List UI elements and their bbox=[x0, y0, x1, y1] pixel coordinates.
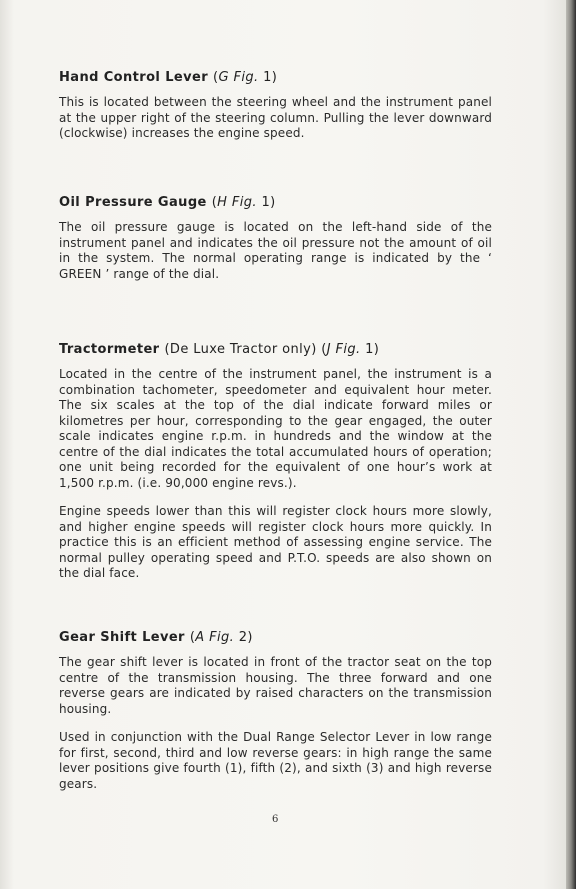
page-edge-shadow bbox=[566, 0, 576, 889]
body-paragraph: The gear shift lever is located in front of the tractor seat on the top centre of the transmission housing. The three forward and one reverse gears are indicated by raised characters on the transmission housing. bbox=[59, 655, 492, 716]
figure-reference: (De Luxe Tractor only) (J Fig. 1) bbox=[164, 342, 380, 357]
section-tractormeter bbox=[59, 342, 492, 595]
section-heading bbox=[59, 630, 492, 645]
body-paragraph: The oil pressure gauge is located on the left-hand side of the instrument panel and indicates the oil pressure not the amount of oil in the system. The normal operating range is indicated by the ‘ GREEN ’ range of the dial. bbox=[59, 220, 492, 281]
heading-text: Oil Pressure Gauge bbox=[59, 195, 207, 210]
heading-text: Gear Shift Lever bbox=[59, 630, 185, 645]
heading-text: Hand Control Lever bbox=[59, 70, 209, 85]
section-heading bbox=[59, 70, 492, 85]
section-heading bbox=[59, 342, 492, 357]
section-heading bbox=[59, 195, 492, 210]
body-paragraph: Used in conjunction with the Dual Range Selector Lever in low range for first, second, third and low reverse gears: in high range the same lever positions give fourth (1), fifth (2), and sixth (3) and high reverse gears. bbox=[59, 730, 492, 791]
body-paragraph: This is located between the steering wheel and the instrument panel at the upper right of the steering column. Pulling the lever downward (clockwise) increases the engine speed. bbox=[59, 95, 492, 140]
figure-reference: (H Fig. 1) bbox=[211, 195, 276, 210]
body-paragraph: Engine speeds lower than this will register clock hours more slowly, and higher engine speeds will register clock hours more quickly. In practice this is an efficient method of assessing engine service. The normal pulley operating speed and P.T.O. speeds are also shown on the dial face. bbox=[59, 504, 492, 580]
page-number: 6 bbox=[272, 814, 279, 825]
figure-reference: (G Fig. 1) bbox=[212, 70, 278, 85]
heading-text: Tractormeter bbox=[59, 342, 160, 357]
section-hand-control-lever bbox=[59, 70, 492, 155]
section-gear-shift-lever bbox=[59, 630, 492, 805]
body-paragraph: Located in the centre of the instrument panel, the instrument is a combination tachometer, speedometer and equivalent hour meter. The six scales at the top of the dial indicate forward miles or kilometres per hour, corresponding to the gear engaged, the outer scale indicates engine r.p.m. in hundreds and the window at the centre of the dial indicates the total accumulated hours of operation; one unit being recorded for the equivalent of one hour’s work at 1,500 r.p.m. (i.e. 90,000 engine revs.). bbox=[59, 367, 492, 490]
section-oil-pressure-gauge bbox=[59, 195, 492, 295]
figure-reference: (A Fig. 2) bbox=[189, 630, 253, 645]
